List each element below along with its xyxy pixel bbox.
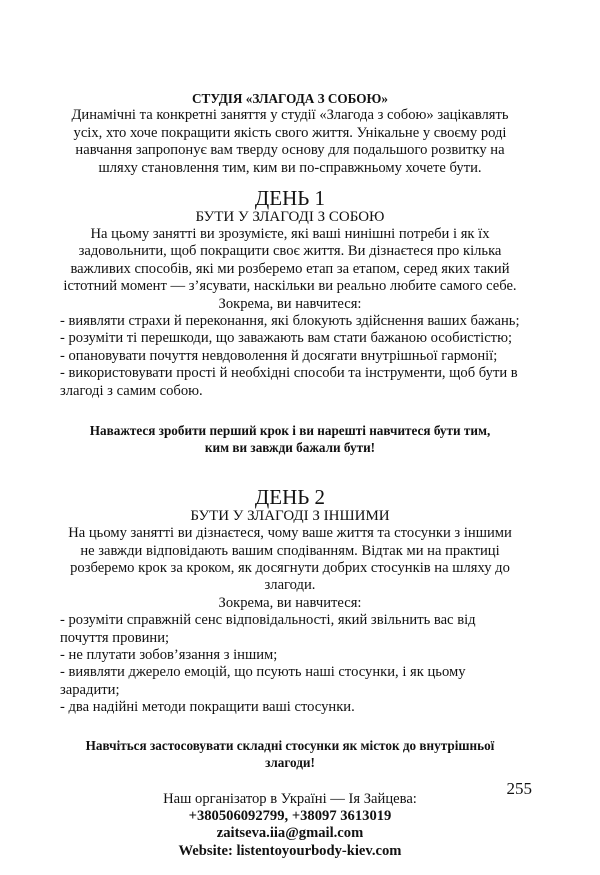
day1-text: На цьому занятті ви зрозумієте, які ваші нинішні потреби і як їх задовольнити, щоб покращити своє життя. Ви дізнаєтеся про кілька важливих способів, які ми розберемо етап за етапом, серед яких такий істотний момент — з’ясувати, наскільки ви реально любите самого себе. xyxy=(63,226,517,295)
list-item: - використовувати прості й необхідні способи та інструменти, щоб бути в злагоді з самим собою. xyxy=(60,365,518,399)
phone-numbers: +380506092799, +38097 3613019 xyxy=(188,807,392,824)
list-item: - не плутати зобов’язання з іншим; xyxy=(60,646,278,663)
list-item: - розуміти справжній сенс відповідальності, який звільнить вас від почуття провини; xyxy=(60,612,476,646)
studio-title: СТУДІЯ «ЗЛАГОДА З СОБОЮ» xyxy=(192,91,388,106)
page-content xyxy=(60,90,520,860)
day2-motto: Навчіться застосовувати складні стосунки як місток до внутрішньої злагоди! xyxy=(85,737,495,770)
organizer-line: Наш організатор в Україні — Ія Зайцева: xyxy=(163,790,417,807)
page-number: 255 xyxy=(506,779,532,798)
day2-list xyxy=(60,612,520,716)
list-item: - виявляти страхи й переконання, які блокують здійснення ваших бажань; xyxy=(60,313,520,330)
day1-list xyxy=(60,313,520,400)
day2-heading: ДЕНЬ 2 xyxy=(254,485,326,510)
email-address: zaitseva.iia@gmail.com xyxy=(216,825,364,842)
list-item: - розуміти ті перешкоди, що заважають вам стати бажаною особистістю; xyxy=(60,330,513,347)
day1-learn-intro: Зокрема, ви навчитеся: xyxy=(218,295,362,312)
studio-intro: Динамічні та конкретні заняття у студії «Злагода з собою» зацікавлять усіх, хто хоче покращити якість свого життя. Унікальне у своєму роді навчання запропонує вам тверду основу для подальшого розвитку на шляху становлення тим, ким ви по-справжньому хочете бути. xyxy=(71,107,509,176)
day2-subtitle: БУТИ У ЗЛАГОДІ З ІНШИМИ xyxy=(190,508,390,525)
list-item: - виявляти джерело емоцій, що псують наші стосунки, і як цьому зарадити; xyxy=(60,664,466,698)
day1-motto-line2: ким ви завжди бажали бути! xyxy=(204,440,376,456)
website-line: Website: listentoyourbody-kiev.com xyxy=(178,842,402,859)
list-item: - опановувати почуття невдоволення й досягати внутрішньої гармонії; xyxy=(60,347,498,364)
day1-subtitle: БУТИ У ЗЛАГОДІ З СОБОЮ xyxy=(195,209,385,226)
list-item: - два надійні методи покращити ваші стосунки. xyxy=(60,699,355,716)
day1-heading: ДЕНЬ 1 xyxy=(254,186,326,211)
day1-motto-line1: Наважтеся зробити перший крок і ви нарешті навчитеся бути тим, xyxy=(89,423,491,439)
day2-learn-intro: Зокрема, ви навчитеся: xyxy=(218,594,362,611)
day2-text: На цьому занятті ви дізнаєтеся, чому ваше життя та стосунки з іншими не завжди відповідають вашим сподіванням. Відтак ми на практиці розберемо крок за кроком, як досягнути добрих стосунків на шляху до злагоди. xyxy=(68,525,512,594)
